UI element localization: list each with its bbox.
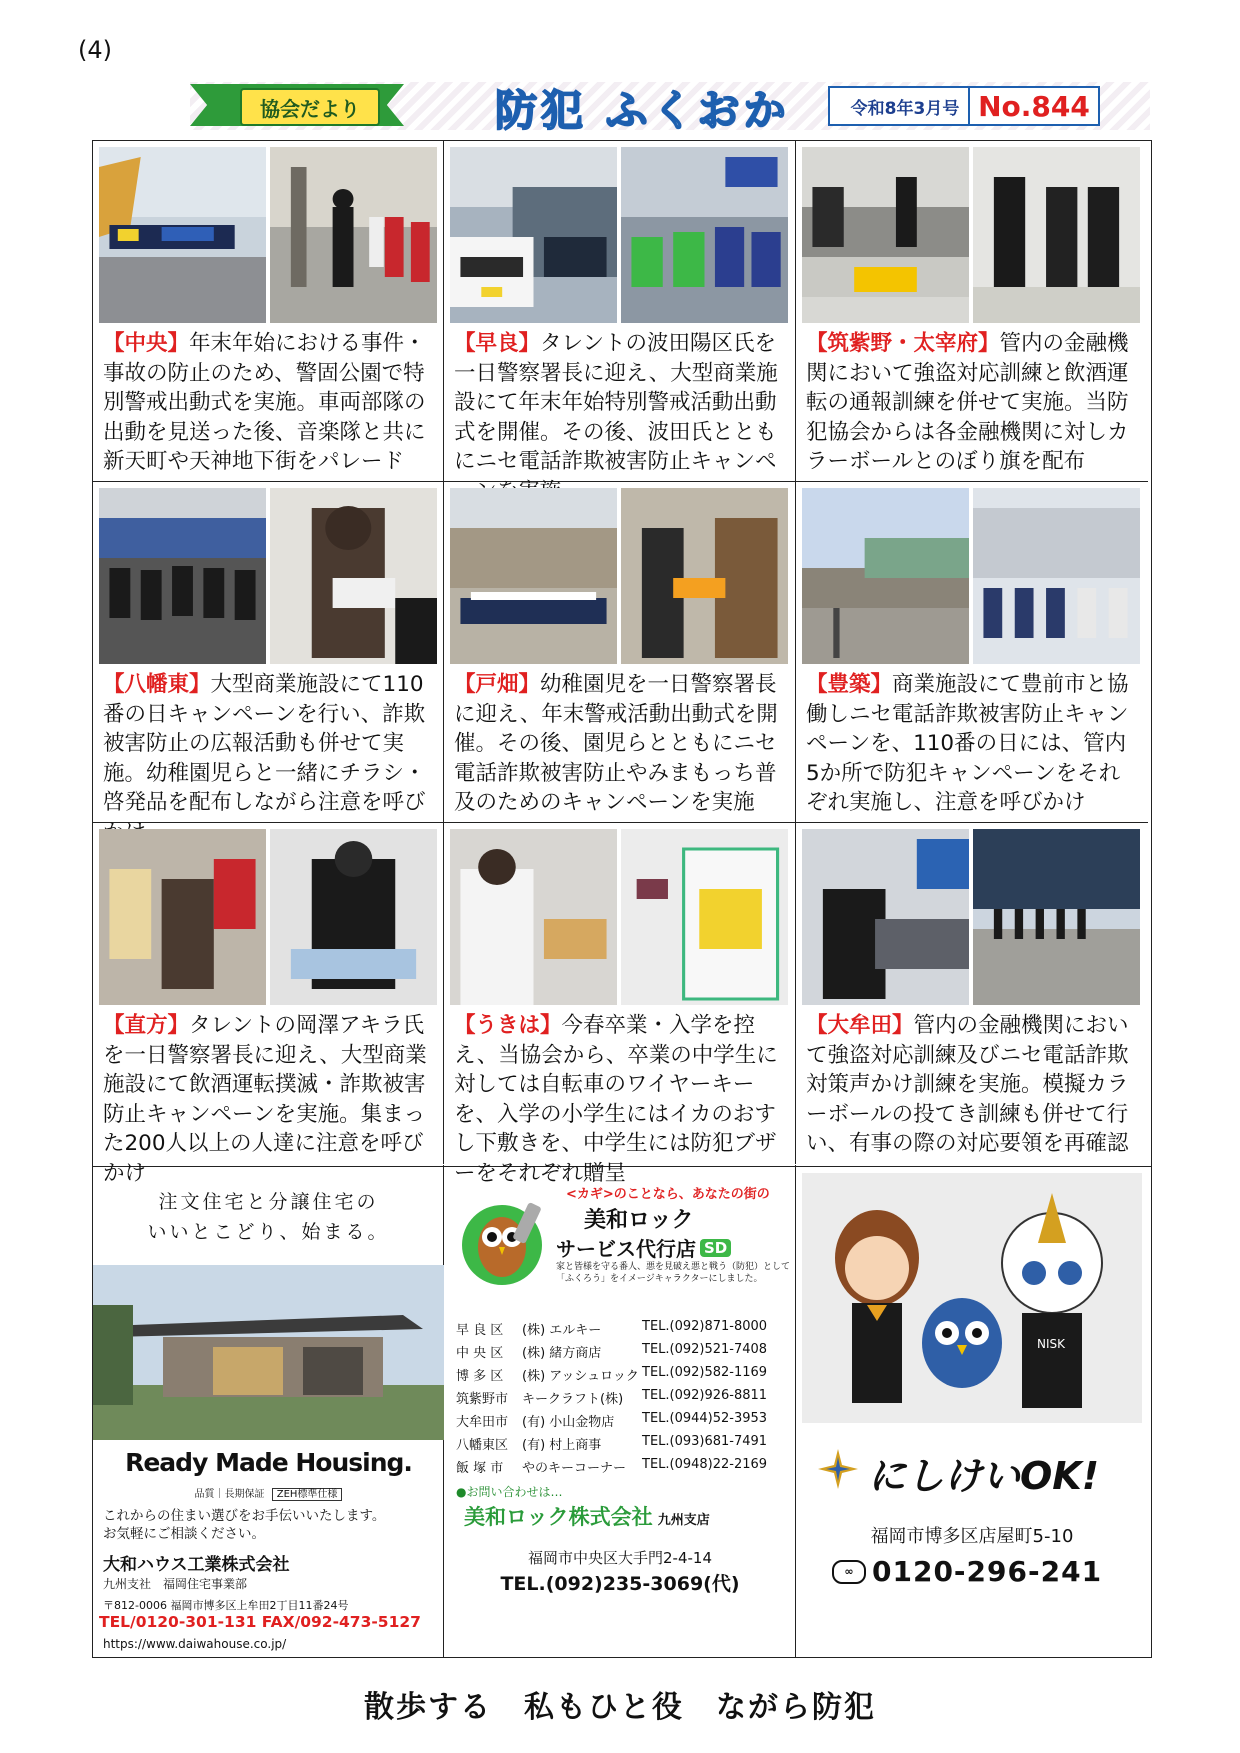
- ad-daiwa-house: [93, 1165, 444, 1657]
- lock-address: 福岡市中央区大手門2-4-14: [528, 1549, 712, 1567]
- shop-name: (有) 村上商事: [522, 1438, 602, 1453]
- photo-right: [973, 488, 1140, 664]
- ad-desc-2: 「ふくろう」をイメージキャラクターにしました。: [556, 1274, 763, 1284]
- footer-slogan: 散歩する 私もひと役 ながら防犯: [364, 1690, 876, 1725]
- ad-message-2: お気軽にご相談ください。: [103, 1526, 265, 1542]
- photo-right: [270, 488, 437, 664]
- brand-name: Ready Made Housing.: [125, 1448, 412, 1477]
- photo-right: [270, 147, 437, 323]
- article-caption: [103, 329, 435, 477]
- shop-tel: TEL.(0948)22-2169: [642, 1457, 768, 1472]
- ad-message-1: これからの住まい選びをお手伝いいたします。: [103, 1508, 386, 1524]
- photo-left: [450, 147, 617, 323]
- issue-date: 令和8年3月号: [828, 86, 982, 126]
- company-name: 大和ハウス工業株式会社: [103, 1555, 290, 1575]
- article-text: 今春卒業・入学を控え、当協会から、卒業の中学生に対しては自転車のワイヤーキーを、入学の小学生にはイカのおすし下敷きを、中学生には防犯ブザーをそれぞれ贈呈: [454, 1013, 778, 1186]
- shop-tel: TEL.(093)681-7491: [642, 1434, 768, 1449]
- shop-tel: TEL.(092)521-7408: [642, 1342, 768, 1357]
- page-number: (4): [78, 36, 112, 64]
- photo-left: [802, 829, 969, 1005]
- photo-right: [270, 829, 437, 1005]
- photo-right: [621, 147, 788, 323]
- photo-right: [621, 488, 788, 664]
- article-card: [93, 823, 444, 1186]
- house-photo: [93, 1265, 444, 1440]
- section-label: 協会だより: [240, 88, 380, 126]
- article-card: [796, 823, 1148, 1164]
- article-area-tag: 【うきは】: [454, 1013, 562, 1038]
- article-caption: [454, 1011, 786, 1188]
- photo-left: [99, 488, 266, 664]
- shop-name: (株) エルキー: [522, 1323, 602, 1338]
- article-area-tag: 【豊築】: [806, 672, 893, 697]
- shop-name: (有) 小山金物店: [522, 1415, 615, 1430]
- freedial-icon: ∞: [832, 1560, 866, 1584]
- article-photo: [802, 147, 1140, 323]
- issue-number: No.844: [968, 86, 1100, 126]
- article-photo: [802, 829, 1140, 1005]
- shop-name: (株) 緒方商店: [522, 1346, 602, 1361]
- article-area-tag: 【早良】: [454, 331, 541, 356]
- photo-left: [450, 488, 617, 664]
- shop-name: キークラフト(株): [522, 1392, 624, 1407]
- article-card: [93, 141, 444, 482]
- nishikei-tel: 0120-296-241: [872, 1555, 1103, 1588]
- photo-right: [973, 829, 1140, 1005]
- sd-badge: SD: [700, 1239, 731, 1257]
- shop-tel: TEL.(0944)52-3953: [642, 1411, 768, 1426]
- newsletter-title: 防犯 ふくおか: [495, 86, 790, 135]
- company-branch: 九州支社 福岡住宅事業部: [103, 1577, 248, 1591]
- article-grid: [92, 140, 1152, 1186]
- lock-company-name: 美和ロック株式会社: [464, 1505, 653, 1529]
- nishikei-logo: にしけいOK!: [868, 1454, 1100, 1498]
- photo-right: [621, 829, 788, 1005]
- article-text: タレントの岡澤アキラ氏を一日警察署長に迎え、大型商業施設にて飲酒運転撲滅・詐欺被害防止キャンペーンを実施。集まった200人以上の人達に注意を呼びかけ: [103, 1013, 427, 1186]
- article-caption: [806, 329, 1138, 477]
- shop-area: 中 央 区: [456, 1346, 504, 1361]
- article-photo: [802, 488, 1140, 664]
- lock-branch: 九州支店: [657, 1513, 710, 1528]
- article-photo: [450, 829, 788, 1005]
- article-text: 大型商業施設にて110番の日キャンペーンを行い、詐欺被害防止の広報活動も併せて実施。幼稚園児らと一緒にチラシ・啓発品を配布しながら注意を呼び: [103, 672, 426, 815]
- photo-left: [802, 488, 969, 664]
- ad-tagline-1: 注文住宅と分譲住宅の: [158, 1191, 379, 1213]
- article-text: 幼稚園児を一日警察署長に迎え、年末警戒活動出動式を開催。その後、園児らとともにニセ電話詐欺被害防止やみまもっち普及のためのキャンペーンを実施: [454, 672, 778, 815]
- article-caption: [103, 1011, 435, 1188]
- article-area-tag: 【戸畑】: [454, 672, 541, 697]
- company-tel-fax: TEL/0120-301-131 FAX/092-473-5127: [99, 1613, 421, 1631]
- contact-label: ●お問い合わせは…: [456, 1485, 563, 1499]
- article-photo: [99, 147, 437, 323]
- article-area-tag: 【大牟田】: [806, 1013, 914, 1038]
- article-caption: [806, 670, 1138, 818]
- article-card: [444, 482, 796, 823]
- owl-key-icon: [454, 1195, 554, 1287]
- article-caption: [103, 670, 435, 847]
- article-area-tag: 【中央】: [103, 331, 190, 356]
- article-area-tag: 【筑紫野・太宰府】: [806, 331, 1000, 356]
- shop-name: (株) アッシュロック: [522, 1369, 639, 1384]
- article-area-tag: 【八幡東】: [103, 672, 211, 697]
- article-caption: [454, 329, 786, 506]
- company-url[interactable]: https://www.daiwahouse.co.jp/: [103, 1637, 287, 1651]
- ad-tagline-2: いいとこどり、始まる。: [147, 1221, 390, 1243]
- article-text: 管内の金融機関において強盗対応訓練と飲酒運転の通報訓練を併せて実施。当防犯協会からは各金融機関に対しカラーボールとのぼり旗を配布: [806, 331, 1129, 474]
- shop-tel: TEL.(092)871-8000: [642, 1319, 768, 1334]
- mascot-illustration: [802, 1173, 1142, 1423]
- article-caption: [806, 1011, 1138, 1159]
- photo-left: [99, 147, 266, 323]
- photo-left: [802, 147, 969, 323]
- shop-tel: TEL.(092)582-1169: [642, 1365, 768, 1380]
- photo-right: [973, 147, 1140, 323]
- lock-tel: TEL.(092)235-3069(代): [500, 1573, 740, 1595]
- shop-area: 八幡東区: [456, 1438, 509, 1453]
- article-text: 管内の金融機関において強盗対応訓練及びニセ電話詐欺対策声かけ訓練を実施。模擬カラーボールの投てき訓練も併せて行い、有事の際の対応要領を再確認: [806, 1013, 1129, 1156]
- article-card: [796, 482, 1148, 823]
- article-photo: [99, 488, 437, 664]
- uniform-badge: NISK: [1037, 1337, 1066, 1351]
- shop-area: 飯 塚 市: [456, 1461, 504, 1476]
- photo-left: [450, 829, 617, 1005]
- brand-sub: 品質｜長期保証: [194, 1489, 265, 1500]
- nishikei-address: 福岡市博多区店屋町5-10: [870, 1526, 1074, 1547]
- article-area-tag: 【直方】: [103, 1013, 190, 1038]
- star-icon: [816, 1447, 860, 1491]
- article-photo: [450, 488, 788, 664]
- shop-area: 早 良 区: [456, 1323, 504, 1338]
- shop-name-1: 美和ロック: [584, 1208, 694, 1233]
- article-photo: [450, 147, 788, 323]
- article-text: タレントの波田陽区氏を一日警察署長に迎え、大型商業施設にて年末年始特別警戒活動出動式を開催。その後、波田氏とともにニセ電話詐欺被害防止キャンペ: [454, 331, 778, 474]
- shop-tel: TEL.(092)926-8811: [642, 1388, 768, 1403]
- ad-catch: <カギ>のことなら、あなたの街の: [566, 1187, 770, 1202]
- article-photo: [99, 829, 437, 1005]
- ad-miwa-lock: [444, 1165, 796, 1657]
- article-card: [444, 823, 796, 1186]
- ad-nishikei: [796, 1165, 1148, 1657]
- article-card: [93, 482, 444, 823]
- zeh-badge: ZEH標準仕様: [272, 1488, 343, 1501]
- shop-area: 博 多 区: [456, 1369, 504, 1384]
- article-card: [796, 141, 1148, 482]
- advertisement-row: [92, 1165, 1152, 1658]
- article-card: [444, 141, 796, 482]
- shop-name: やのキーコーナー: [522, 1461, 627, 1476]
- photo-left: [99, 829, 266, 1005]
- article-caption: [454, 670, 786, 818]
- shop-area: 大牟田市: [456, 1415, 509, 1430]
- shop-name-2: サービス代行店: [556, 1237, 696, 1261]
- ad-desc-1: 家と皆様を守る番人、悪を見破え悪と戦う（防犯）として: [556, 1262, 791, 1272]
- shop-area: 筑紫野市: [456, 1392, 509, 1407]
- article-text: 商業施設にて豊前市と協働しニセ電話詐欺被害防止キャンペーンを、110番の日には、管内5か所で防犯キャンペーンをそれぞれ実施し、注意を呼びかけ: [806, 672, 1129, 815]
- article-text: 年末年始における事件・事故の防止のため、警固公園で特別警戒出動式を実施。車両部隊の出動を見送った後、音楽隊と共に新天町や天神地下街をパレード: [103, 331, 426, 474]
- company-address: 〒812-0006 福岡市博多区上牟田2丁目11番24号: [103, 1599, 349, 1612]
